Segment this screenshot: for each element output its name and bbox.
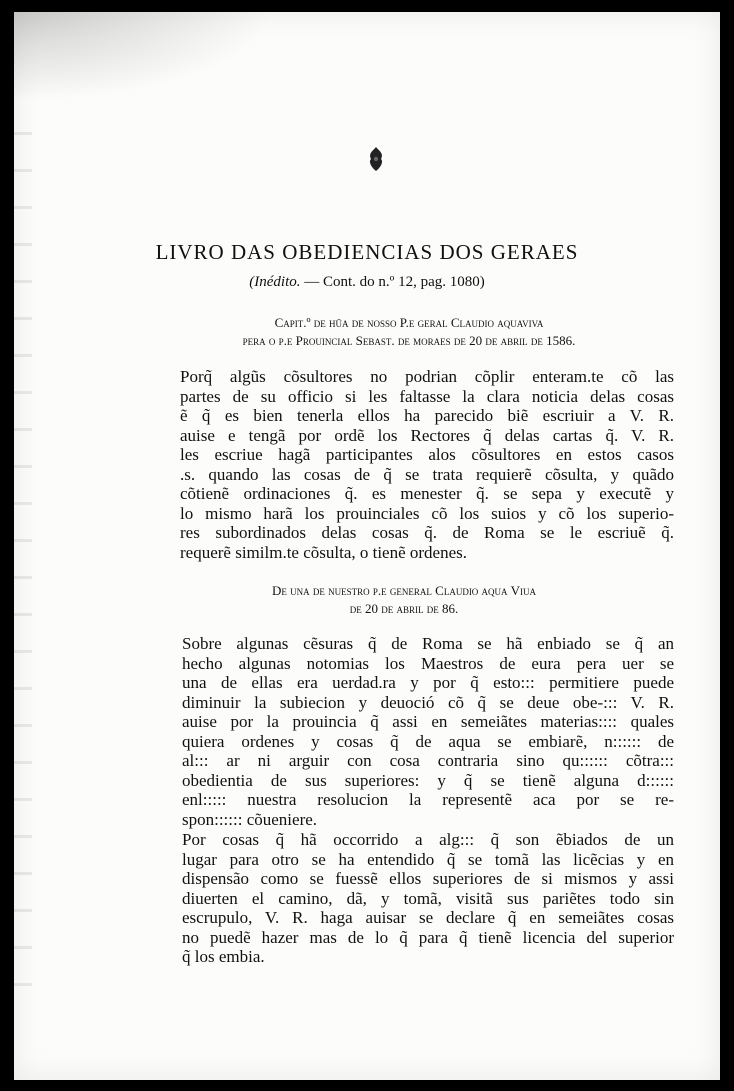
paragraph-line: .s. quando las cosas de q̃ se trata requierẽ cõsulta, y quãdo (180, 464, 674, 484)
paragraph-line: spon:::::: cõueniere. (182, 809, 318, 829)
paragraph-line: auise por la prouincia q̃ assi en semeiãtes materias:::: quales (182, 712, 674, 731)
paragraph-line: auise e tengã por ordẽ los Rectores q̃ delas cartas q̃. V. R. (180, 425, 674, 445)
ornament-icon (366, 146, 386, 172)
paragraph-3 (182, 830, 674, 967)
paragraph-line: dispensão como se fuessẽ ellos superiores de si mismos y assi (182, 869, 674, 888)
paragraph-line: partes de su officio si les faltasse la clara noticia delas cosas (180, 386, 674, 406)
document-page (14, 12, 720, 1080)
heading-1 (164, 314, 654, 350)
paragraph-line: Sobre algunas cẽsuras q̃ de Roma se hã enbiado se q̃ an (182, 634, 674, 653)
heading-1-line: Capit.º de hũa de nosso P.e geral Claudio aquaviva (274, 315, 544, 330)
document-title: LIVRO DAS OBEDIENCIAS DOS GERAES (155, 240, 579, 264)
paragraph-line: hecho algunas notomias los Maestros de eura pera uer se (182, 653, 674, 673)
paragraph-line: diuerten el camino, dã, y tomã, visitã sus pariẽtes todo sin (182, 888, 674, 908)
paragraph-line: requerẽ similm.te cõsulta, o tienẽ ordenes. (180, 542, 468, 562)
heading-2-line: De una de nuestro p.e general Claudio aqua Viua (272, 583, 536, 598)
paragraph-line: les escriue hagã participantes alos cõsultores en estos casos (180, 445, 674, 464)
paragraph-line: obedientia de sus superiores: y q̃ se tienẽ alguna d:::::: (182, 770, 674, 790)
paragraph-1 (180, 367, 674, 562)
scan-noise (14, 12, 274, 102)
paragraph-line: enl::::: nuestra resolucion la representẽ aca por se re- (182, 790, 674, 809)
paragraph-line: quiera ordenes y cosas q̃ de aqua se embiarẽ, n:::::: de (182, 731, 674, 751)
paragraph-line: lugar para otro se ha entendido q̃ se tomã las licẽcias y en (182, 849, 674, 869)
paragraph-line: una de ellas era uerdad.ra y por q̃ esto::: permitiere puede (182, 673, 674, 692)
paragraph-line: escrupulo, V. R. haga auisar se declare q̃ en semeiãtes cosas (182, 908, 674, 927)
paragraph-line: q̃ los embia. (182, 947, 265, 966)
paragraph-line: lo mismo harã los prouinciales cõ los suios y cõ los superio- (180, 503, 674, 523)
subtitle-rest: — Cont. do n.º 12, pag. 1080) (304, 274, 485, 290)
heading-2 (204, 582, 604, 618)
paragraph-line: Por cosas q̃ hã occorrido a alg::: q̃ son ẽbiados de un (182, 830, 674, 849)
heading-1-line: pera o p.e Prouincial Sebast. de moraes de 20 de abril de 1586. (242, 333, 576, 348)
paragraph-line: res subordinados delas cosas q̃. de Roma se le escriuẽ q̃. (180, 523, 674, 542)
paragraph-line: cõtienẽ ordinaciones q̃. es menester q̃. se sepa y executẽ y (180, 484, 674, 503)
subtitle-italic: (Inédito. (249, 274, 301, 290)
paragraph-2 (182, 634, 674, 829)
paragraph-line: al::: ar ni arguir con cosa contraria sino qu:::::: cõtra::: (182, 751, 674, 770)
paragraph-line: ẽ q̃ es bien tenerla ellos ha parecido biẽ escriuir a V. R. (180, 406, 674, 425)
heading-2-line: de 20 de abril de 86. (349, 601, 459, 616)
paragraph-line: no puedẽ hazer mas de lo q̃ para q̃ tienẽ licencia del superior (182, 927, 674, 947)
paragraph-line: diminuir la subiecion y deuoció cõ q̃ se deue obe-::: V. R. (182, 692, 674, 712)
document-subtitle (14, 274, 720, 291)
paragraph-line: Porq̃ algũs cõsultores no podrian cõplir enteram.te cõ las (180, 367, 674, 386)
